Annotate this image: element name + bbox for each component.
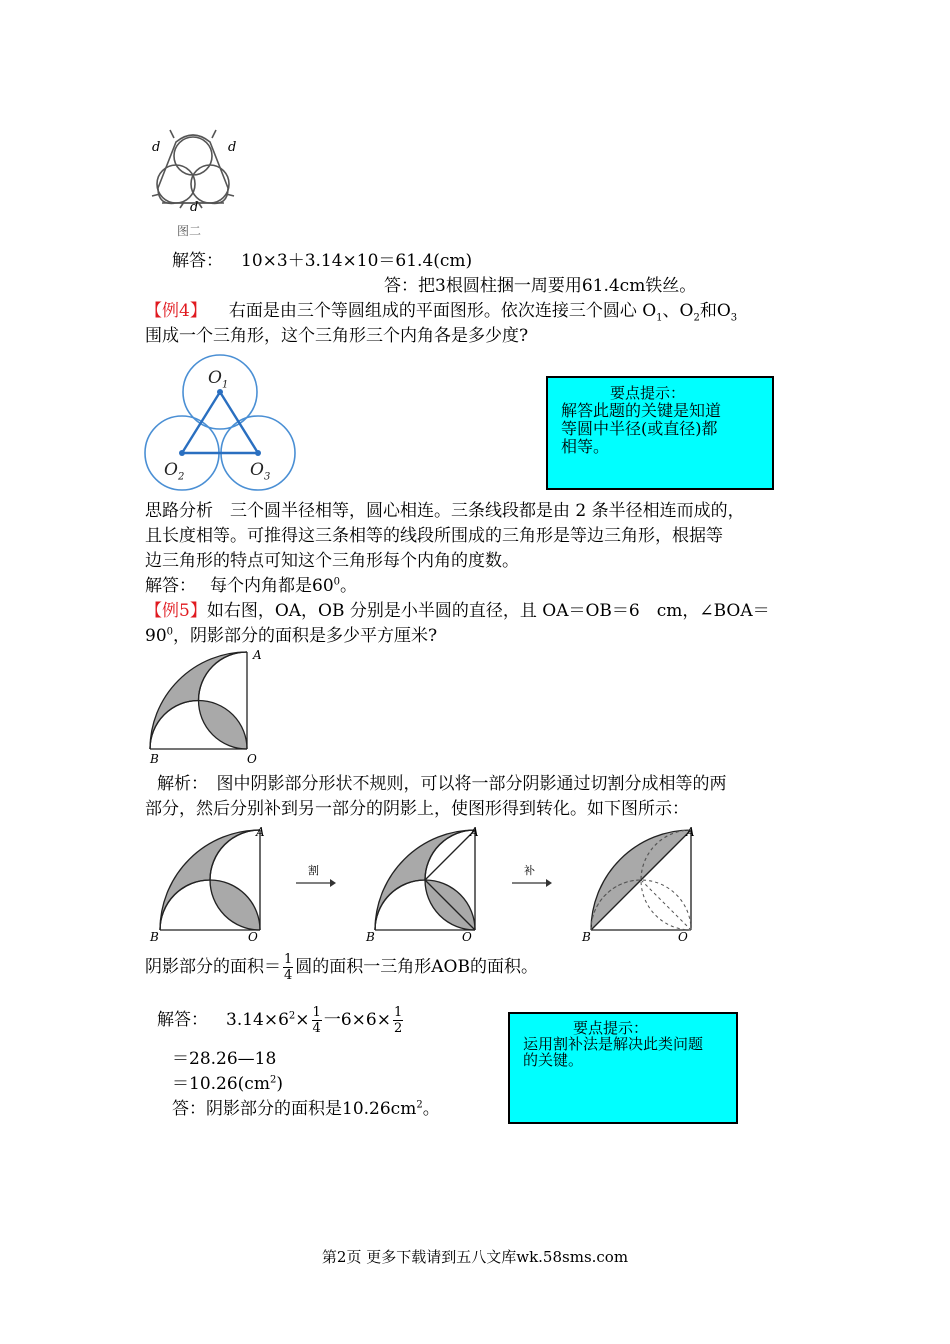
ex5-cut-figure-2: [370, 830, 480, 930]
ex5-fig1-label-b: B: [150, 930, 159, 944]
arrow-fill: [512, 878, 552, 888]
ex4-tip-line1: 解答此题的关键是知道: [561, 401, 722, 420]
fraction-one-half: $\frac{1}{2}$: [393, 1005, 403, 1036]
ex5-formula-line: 阴影部分的面积＝ $\frac{1}{4}$ 圆的面积一三角形AOB的面积。: [145, 952, 538, 983]
ex5-figure: [150, 652, 265, 762]
ex5-label-a: A: [253, 648, 262, 662]
ex4-o3-sub: 3: [730, 312, 738, 324]
ex4-o2: O: [679, 301, 694, 321]
ex4-solution-sup: 0: [333, 576, 341, 588]
arrow-fill-label: 补: [524, 864, 535, 877]
ex5-question-line2: $90^0$，阴影部分的面积是多少平方厘米?: [145, 626, 438, 646]
ex4-question-text: 右面是由三个等圆组成的平面图形。依次连接三个圆心: [228, 301, 637, 321]
ex5-tip-title: 要点提示：: [573, 1019, 649, 1037]
ex4-o2-sub: 2: [693, 312, 700, 324]
ex5-fig3-label-a: A: [686, 825, 695, 839]
ex5-cut-figure-3: [586, 830, 696, 930]
fig2-label-d-right: d: [228, 140, 237, 155]
ex4-analysis-line1: 思路分析 三个圆半径相等，圆心相连。三条线段都是由 2 条半径相连而成的，: [145, 501, 745, 521]
ex4-tip-line3: 相等。: [561, 437, 610, 456]
ex5-fig3-label-b: B: [582, 930, 591, 944]
ex5-step2: ＝28.26—18: [172, 1049, 277, 1069]
ex3-answer: 答：把3根圆柱捆一周要用61.4cm铁丝。: [384, 276, 697, 296]
ex4-solution-label: 解答：: [145, 576, 196, 596]
fraction-one-quarter: $\frac{1}{4}$: [284, 952, 293, 983]
ex5-solution-label: 解答：: [157, 1010, 208, 1030]
ex5-solution-line1: 解答： $3.14\times 6^2\times$ $\frac{1}{4}$ 一6×6× $\frac{1}{2}$: [157, 1005, 403, 1036]
ex5-cut-figure-1: [155, 830, 265, 930]
ex5-step3: $=10.26(cm^2)$: [172, 1074, 283, 1094]
ex4-question-line2: 围成一个三角形，这个三角形三个内角各是多少度?: [145, 326, 529, 346]
ex5-question-text: 如右图，OA，OB 分别是小半圆的直径，且 OA＝OB＝6 cm，∠BOA＝: [206, 601, 770, 621]
ex4-solution-text: 每个内角都是60: [210, 576, 334, 596]
ex5-analysis-line1: 解析： 图中阴影部分形状不规则，可以将一部分阴影通过切割分成相等的两: [157, 774, 727, 794]
fig-label-o2: $O_2$: [164, 460, 185, 483]
ex5-tag: 【例5】: [145, 601, 207, 621]
ex4-sep: 、: [662, 301, 680, 321]
ex5-answer: 答：阴影部分的面积是$10.26cm^2$。: [172, 1099, 440, 1119]
arrow-cut-label: 割: [308, 864, 319, 877]
ex4-o1-sub: 1: [656, 312, 663, 324]
ex5-fig2-label-o: O: [462, 930, 472, 944]
ex4-o3: O: [716, 301, 731, 321]
ex5-fig2-label-a: A: [470, 825, 479, 839]
ex4-and: 和: [699, 301, 717, 321]
ex3-solution-label: 解答：: [172, 251, 223, 271]
ex4-o1: O: [642, 301, 657, 321]
ex5-fig3-label-o: O: [678, 930, 688, 944]
ex4-tag: 【例4】: [145, 301, 207, 321]
ex4-analysis-line3: 边三角形的特点可知这个三角形每个内角的度数。: [145, 551, 519, 571]
ex5-tip-line2: 的关键。: [523, 1051, 584, 1069]
ex4-tip-box: [546, 376, 774, 490]
fig2-label-d-bottom: d: [190, 200, 199, 215]
fig-label-o1: $O_1$: [208, 368, 229, 391]
ex4-tip-title: 要点提示：: [610, 384, 686, 402]
ex5-fig2-label-b: B: [366, 930, 375, 944]
ex4-tip-line2: 等圆中半径(或直径)都: [561, 419, 718, 438]
ex5-fig1-label-a: A: [256, 825, 265, 839]
ex5-analysis-line2: 部分，然后分别补到另一部分的阴影上，使图形得到转化。如下图所示：: [145, 799, 689, 819]
fig-label-o3: $O_3$: [250, 460, 271, 483]
fig2-caption: 图二: [177, 224, 202, 238]
ex5-tip-line1: 运用割补法是解决此类问题: [523, 1035, 704, 1053]
fig2-label-d-left: d: [152, 140, 161, 155]
ex5-tip-box: [508, 1012, 738, 1124]
ex4-question-line1: [145, 300, 737, 322]
ex3-solution-formula: 10×3＋3.14×10＝61.4(cm): [241, 251, 473, 271]
ex4-analysis-line2: 且长度相等。可推得这三条相等的线段所围成的三角形是等边三角形，根据等: [145, 526, 723, 546]
fraction-one-quarter-2: $\frac{1}{4}$: [312, 1005, 321, 1036]
ex5-label-b: B: [150, 752, 159, 766]
ex3-solution: [172, 250, 472, 272]
ex4-solution: 解答： 每个内角都是$60^0$。: [145, 576, 358, 596]
arrow-cut: [296, 878, 336, 888]
ex5-question-line1: [145, 600, 770, 622]
page-footer: 第2页 更多下载请到五八文库wk.58sms.com: [321, 1248, 629, 1266]
ex5-fig1-label-o: O: [248, 930, 258, 944]
ex5-label-o: O: [247, 752, 257, 766]
